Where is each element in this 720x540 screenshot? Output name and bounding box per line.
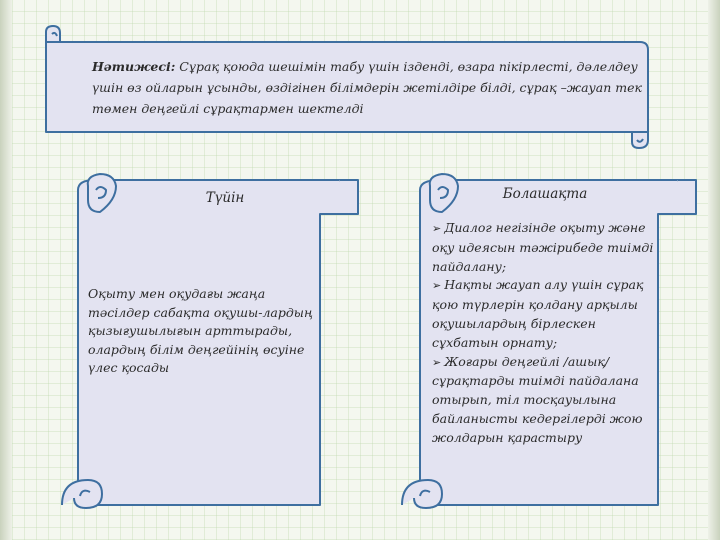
result-text: Сұрақ қоюда шешімін табу үшін ізденді, өзара пікірлесті, дәлелдеу үшін өз ойларын ұсынды, өздігінен білімдерін жетілдіре білді, сұрақ –жауап тек төмен деңгейлі сұрақтармен шектелді <box>92 59 642 116</box>
result-paragraph <box>92 56 652 119</box>
future-title: Болашақта <box>502 186 588 202</box>
result-lead: Нәтижесі: <box>92 59 176 74</box>
arrow-bullet-icon: ➢ <box>432 279 442 293</box>
summary-body: Оқыту мен оқудағы жаңа тәсілдер сабақта оқушы-лардың қызығушылығын арттырады, олардың білім деңгейінің өсуіне үлес қосады <box>88 286 313 376</box>
future-list <box>432 219 662 448</box>
future-list-item: ➢ Нақты жауап алу үшін сұрақ қою түрлерін қолдану арқылы оқушылардың бірлескен сұхбатын орнату; <box>432 277 644 350</box>
summary-title: Түйін <box>205 190 245 206</box>
future-list-item: ➢ Жоғары деңгейлі /ашық/ сұрақтарды тиімді пайдалана отырып, тіл тосқауылына байланысты кедергілерді жою жолдарын қарастыру <box>432 353 643 445</box>
future-list-item: ➢ Диалог негізінде оқыту және оқу идеясын тәжірибеде тиімді пайдалану; <box>432 220 654 274</box>
arrow-bullet-icon: ➢ <box>432 222 442 235</box>
arrow-bullet-icon: ➢ <box>432 355 442 369</box>
